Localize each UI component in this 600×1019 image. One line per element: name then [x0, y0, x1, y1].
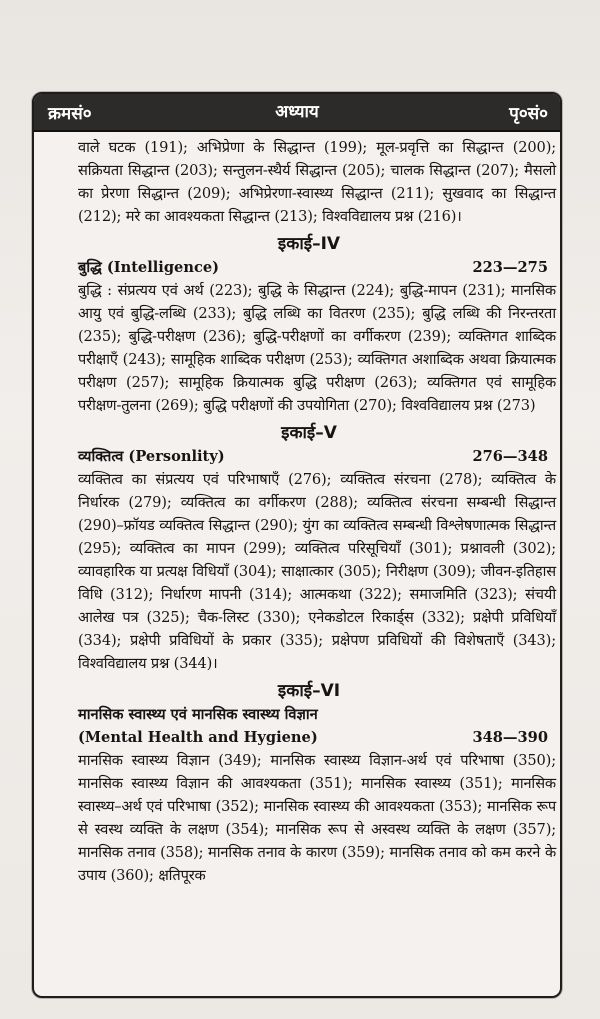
page-no-column-header: पृ०सं० [509, 103, 548, 124]
unit-heading-5: इकाई–V [281, 423, 337, 443]
unit-6-contents: मानसिक स्वास्थ्य विज्ञान (349); मानसिक स्वास्थ्य विज्ञान-अर्थ एवं परिभाषा (350); मानसिक स्वास्थ्य विज्ञान की आवश्यकता (351); मानसिक स्वास्थ्य (351); मानसिक स्वास्थ्य–अर्थ एवं परिभाषा (352); मानसिक स्वास्थ्य की आवश्यकता (353); मानसिक रूप से स्वस्थ व्यक्ति के लक्षण (354); मानसिक रूप से अस्वस्थ व्यक्ति के लक्षण (357); मानसिक तनाव (358); मानसिक तनाव के कारण (359); मानसिक तनाव को कम करने के उपाय (360); क्षतिपूरक [78, 752, 556, 884]
topic-title-5: व्यक्तित्व (Personlity) [78, 448, 225, 465]
unit-5-contents: व्यक्तित्व का संप्रत्यय एवं परिभाषाएँ (276); व्यक्तित्व संरचना (278); व्यक्तित्व के निर्धारक (279); व्यक्तित्व का वर्गीकरण (288); व्यक्तित्व संरचना सम्बन्धी सिद्धान्त (290)–फ्रॉयड व्यक्तित्व सिद्धान्त (290); युंग का व्यक्तित्व सम्बन्धी विश्लेषणात्मक सिद्धान्त (295); व्यक्तित्व का मापन (299); व्यक्तित्व परिसूचियाँ (301); प्रश्नावली (302); व्यावहारिक या प्रत्यक्ष विधियाँ (304); साक्षात्कार (305); निरीक्षण (309); जीवन-इतिहास विधि (312); निर्धारण मापनी (314); आत्मकथा (322); समाजमिति (323); संचयी आलेख पत्र (325); चैक-लिस्ट (330); एनेकडोटल रिकार्ड्स (332); प्रक्षेपी प्रविधियाँ (334); प्रक्षेपी प्रविधियों के प्रकार (335); प्रक्षेपण प्रविधियों की विशेषताएँ (343); विश्वविद्यालय प्रश्न (344)। [78, 471, 556, 672]
unit-4-contents: बुद्धि : संप्रत्यय एवं अर्थ (223); बुद्धि के सिद्धान्त (224); बुद्धि-मापन (231); मानसिक आयु एवं बुद्धि-लब्धि (233); बुद्धि लब्धि का वितरण (235); बुद्धि लब्धि की निरन्तरता (235); बुद्धि-परीक्षण (236); बुद्धि-परीक्षणों का वर्गीकरण (239); व्यक्तिगत शाब्दिक परीक्षाएँ (243); सामूहिक शाब्दिक परीक्षण (253); व्यक्तिगत अशाब्दिक अथवा क्रियात्मक परीक्षण (257); सामूहिक क्रियात्मक बुद्धि परीक्षण (263); व्यक्तिगत एवं सामूहिक परीक्षण-तुलना (269); बुद्धि परीक्षणों की उपयोगिता (270); विश्वविद्यालय प्रश्न (273) [78, 282, 556, 414]
contents-table [32, 92, 562, 998]
page-range-6: 348—390 [472, 729, 548, 746]
serial-no-column-header: क्रमसं० [48, 103, 92, 124]
page-range-5: 276—348 [472, 448, 548, 465]
intro-paragraph: वाले घटक (191); अभिप्रेणा के सिद्धान्त (199); मूल-प्रवृत्ति का सिद्धान्त (200); सक्रियता सिद्धान्त (203); सन्तुलन-स्थैर्य सिद्धान्त (205); चालक सिद्धान्त (207); मैसलो का प्रेरणा सिद्धान्त (209); अभिप्रेरणा-स्वास्थ्य सिद्धान्त (211); सुखवाद का सिद्धान्त (212); मरे का आवश्यकता सिद्धान्त (213); विश्वविद्यालय प्रश्न (216)। [78, 139, 556, 225]
topic-row-4 [78, 256, 546, 279]
contents-body [34, 132, 560, 887]
topic-row-6 [78, 726, 546, 749]
unit-heading-4: इकाई–IV [277, 234, 341, 254]
chapter-column-header: अध्याय [275, 102, 319, 122]
topic-title-6: (Mental Health and Hygiene) [78, 729, 318, 746]
topic-row-5 [78, 445, 546, 468]
table-header [34, 94, 560, 132]
unit-heading-6: इकाई–VI [277, 681, 341, 701]
page-range-4: 223—275 [472, 259, 548, 276]
topic-title-6-hindi: मानसिक स्वास्थ्य एवं मानसिक स्वास्थ्य विज्ञान [78, 706, 318, 723]
topic-title-4: बुद्धि (Intelligence) [78, 259, 220, 276]
